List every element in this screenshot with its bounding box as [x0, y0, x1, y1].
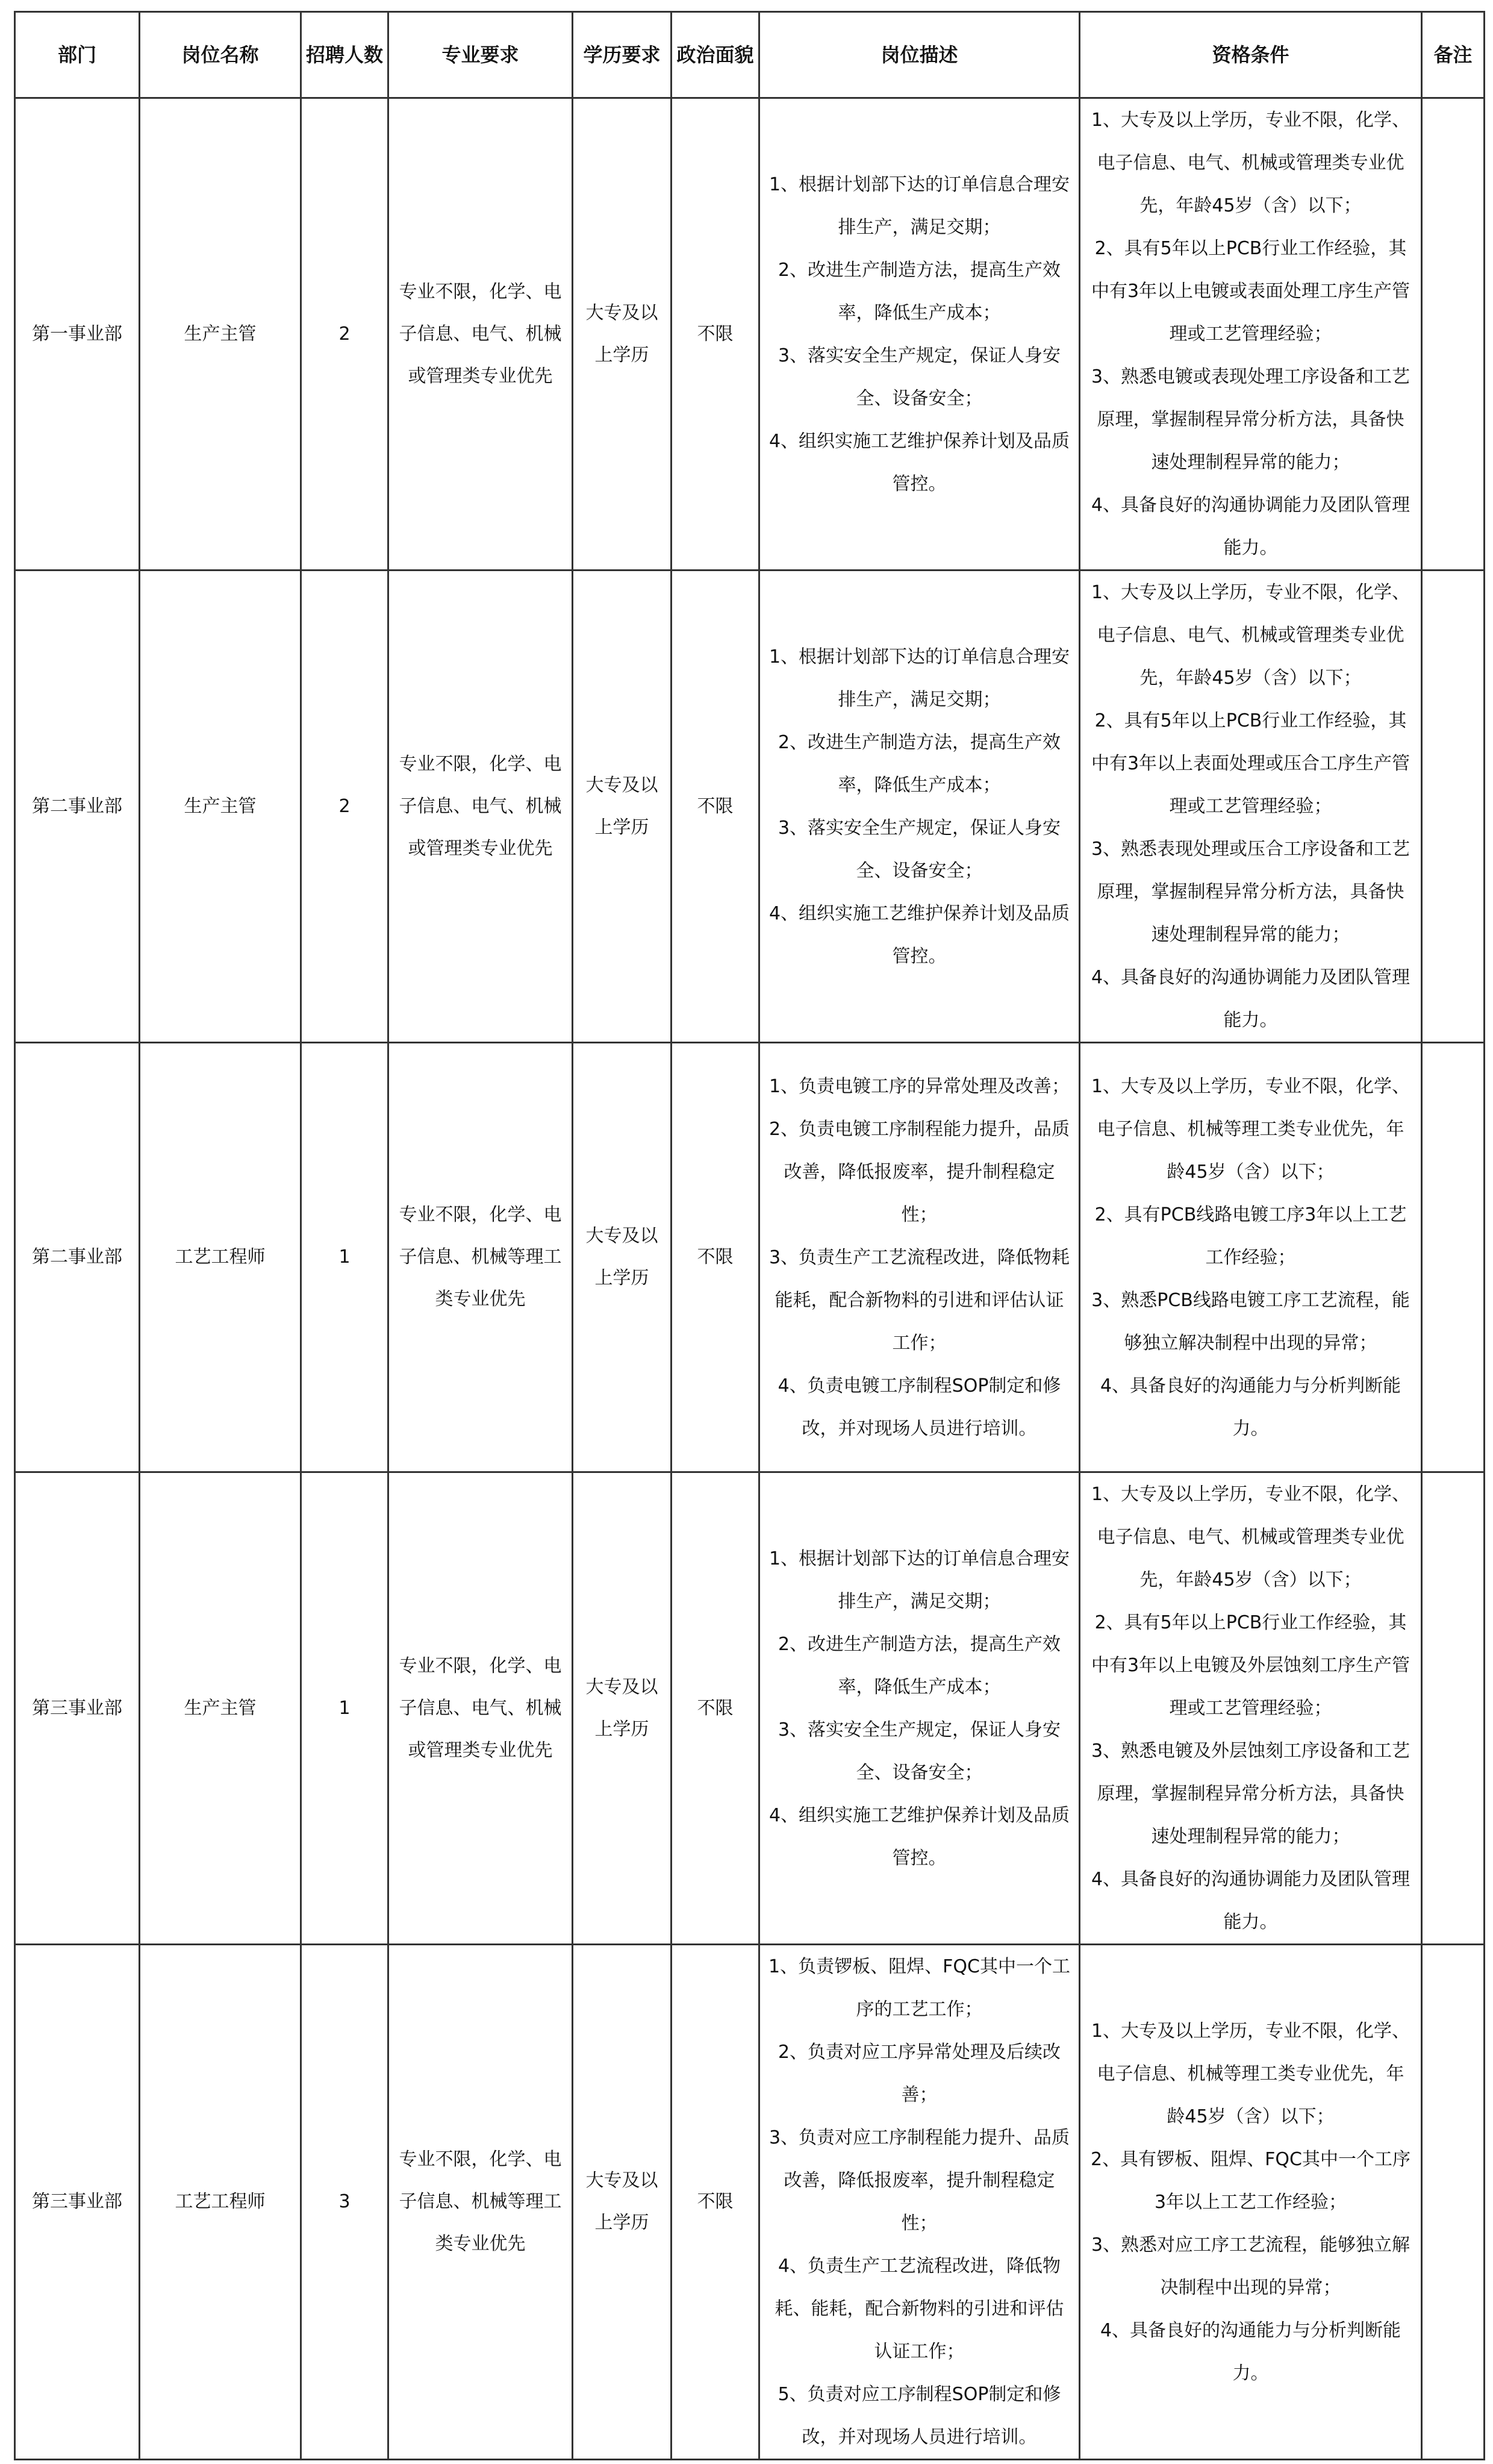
description-item: 5、负责对应工序制程SOP制定和修改，并对现场人员进行培训。 — [778, 2384, 1061, 2448]
header-qualification: 资格条件 — [1080, 12, 1422, 98]
description-item: 3、落实安全生产规定，保证人身安全、设备安全； — [778, 345, 1061, 409]
qualification-item: 4、具备良好的沟通协调能力及团队管理能力。 — [1091, 495, 1410, 558]
description-item: 4、组织实施工艺维护保养计划及品质管控。 — [768, 430, 1070, 495]
cell-political: 不限 — [672, 1945, 759, 2460]
qualification-item: 2、具有5年以上PCB行业工作经验，其中有3年以上电镀及外层蚀刻工序生产管理或工艺管理经验； — [1091, 1612, 1410, 1719]
header-position: 岗位名称 — [140, 12, 301, 98]
qualification-item: 4、具备良好的沟通协调能力及团队管理能力。 — [1091, 1869, 1410, 1933]
cell-qualification — [1080, 1472, 1422, 1945]
description-item: 3、负责对应工序制程能力提升、品质改善，降低报废率，提升制程稳定性； — [768, 2127, 1070, 2234]
cell-dept: 第二事业部 — [15, 1043, 140, 1472]
description-item: 4、组织实施工艺维护保养计划及品质管控。 — [768, 1804, 1070, 1869]
cell-education: 大专及以上学历 — [573, 1945, 672, 2460]
description-item: 3、负责生产工艺流程改进，降低物耗能耗，配合新物料的引进和评估认证工作； — [768, 1246, 1070, 1354]
qualification-item: 3、熟悉PCB线路电镀工序工艺流程，能够独立解决制程中出现的异常； — [1091, 1289, 1410, 1354]
header-description: 岗位描述 — [759, 12, 1080, 98]
cell-qualification — [1080, 1043, 1422, 1472]
description-item: 3、落实安全生产规定，保证人身安全、设备安全； — [778, 1719, 1061, 1783]
table-row — [15, 1945, 1485, 2460]
description-item: 2、改进生产制造方法，提高生产效率，降低生产成本； — [778, 1633, 1061, 1698]
description-item: 1、根据计划部下达的订单信息合理安排生产，满足交期； — [768, 1548, 1070, 1612]
cell-count: 2 — [301, 98, 388, 571]
cell-major: 专业不限，化学、电子信息、机械等理工类专业优先 — [388, 1945, 573, 2460]
description-item: 1、负责锣板、阻焊、FQC其中一个工序的工艺工作； — [768, 1956, 1070, 2020]
description-item: 4、负责电镀工序制程SOP制定和修改，并对现场人员进行培训。 — [778, 1375, 1061, 1439]
description-item: 1、根据计划部下达的订单信息合理安排生产，满足交期； — [768, 646, 1070, 710]
table-row — [15, 571, 1485, 1043]
cell-political: 不限 — [672, 1043, 759, 1472]
header-political: 政治面貌 — [672, 12, 759, 98]
cell-description — [759, 1472, 1080, 1945]
description-item: 3、落实安全生产规定，保证人身安全、设备安全； — [778, 817, 1061, 881]
cell-major: 专业不限，化学、电子信息、电气、机械或管理类专业优先 — [388, 98, 573, 571]
cell-political: 不限 — [672, 1472, 759, 1945]
cell-major: 专业不限，化学、电子信息、电气、机械或管理类专业优先 — [388, 571, 573, 1043]
cell-dept: 第二事业部 — [15, 571, 140, 1043]
description-item: 4、组织实施工艺维护保养计划及品质管控。 — [768, 902, 1070, 967]
header-major: 专业要求 — [388, 12, 573, 98]
qualification-item: 4、具备良好的沟通能力与分析判断能力。 — [1100, 1375, 1401, 1439]
description-item: 4、负责生产工艺流程改进，降低物耗、能耗，配合新物料的引进和评估认证工作； — [775, 2256, 1064, 2362]
description-item: 2、负责电镀工序制程能力提升，品质改善，降低报废率，提升制程稳定性； — [768, 1118, 1070, 1225]
cell-qualification — [1080, 1945, 1422, 2460]
qualification-item: 3、熟悉对应工序工艺流程，能够独立解决制程中出现的异常； — [1091, 2234, 1410, 2298]
cell-major: 专业不限，化学、电子信息、机械等理工类专业优先 — [388, 1043, 573, 1472]
qualification-item: 1、大专及以上学历，专业不限，化学、电子信息、电气、机械或管理类专业优先，年龄45岁（含）以下； — [1091, 582, 1410, 689]
cell-dept: 第三事业部 — [15, 1945, 140, 2460]
recruitment-table — [14, 11, 1485, 2460]
qualification-item: 2、具有5年以上PCB行业工作经验，其中有3年以上电镀或表面处理工序生产管理或工艺管理经验； — [1091, 238, 1410, 345]
qualification-item: 4、具备良好的沟通能力与分析判断能力。 — [1100, 2319, 1401, 2384]
cell-education: 大专及以上学历 — [573, 98, 672, 571]
description-item: 1、根据计划部下达的订单信息合理安排生产，满足交期； — [768, 174, 1070, 238]
cell-political: 不限 — [672, 98, 759, 571]
table-row — [15, 1472, 1485, 1945]
cell-count: 2 — [301, 571, 388, 1043]
cell-education: 大专及以上学历 — [573, 1043, 672, 1472]
description-item: 2、改进生产制造方法，提高生产效率，降低生产成本； — [778, 731, 1061, 796]
cell-education: 大专及以上学历 — [573, 1472, 672, 1945]
cell-remarks — [1422, 571, 1485, 1043]
table-row — [15, 1043, 1485, 1472]
cell-position: 工艺工程师 — [140, 1043, 301, 1472]
cell-remarks — [1422, 1043, 1485, 1472]
cell-position: 生产主管 — [140, 1472, 301, 1945]
cell-remarks — [1422, 98, 1485, 571]
cell-count: 1 — [301, 1043, 388, 1472]
qualification-item: 1、大专及以上学历，专业不限，化学、电子信息、机械等理工类专业优先，年龄45岁（含）以下； — [1091, 1075, 1410, 1183]
cell-count: 1 — [301, 1472, 388, 1945]
cell-remarks — [1422, 1472, 1485, 1945]
description-item: 2、负责对应工序异常处理及后续改善； — [778, 2042, 1061, 2106]
header-row — [15, 12, 1485, 98]
qualification-item: 4、具备良好的沟通协调能力及团队管理能力。 — [1091, 967, 1410, 1031]
cell-dept: 第三事业部 — [15, 1472, 140, 1945]
cell-description — [759, 98, 1080, 571]
cell-description — [759, 1043, 1080, 1472]
cell-position: 生产主管 — [140, 98, 301, 571]
cell-position: 生产主管 — [140, 571, 301, 1043]
qualification-item: 3、熟悉电镀或表现处理工序设备和工艺原理，掌握制程异常分析方法，具备快速处理制程异常的能力； — [1091, 366, 1410, 473]
cell-political: 不限 — [672, 571, 759, 1043]
cell-qualification — [1080, 98, 1422, 571]
cell-count: 3 — [301, 1945, 388, 2460]
cell-dept: 第一事业部 — [15, 98, 140, 571]
header-count: 招聘人数 — [301, 12, 388, 98]
qualification-item: 1、大专及以上学历，专业不限，化学、电子信息、电气、机械或管理类专业优先，年龄45岁（含）以下； — [1091, 110, 1410, 216]
cell-description — [759, 571, 1080, 1043]
cell-position: 工艺工程师 — [140, 1945, 301, 2460]
qualification-item: 2、具有5年以上PCB行业工作经验，其中有3年以上表面处理或压合工序生产管理或工艺管理经验； — [1091, 710, 1410, 817]
header-dept: 部门 — [15, 12, 140, 98]
qualification-item: 1、大专及以上学历，专业不限，化学、电子信息、机械等理工类专业优先，年龄45岁（含）以下； — [1091, 2020, 1410, 2127]
description-item: 2、改进生产制造方法，提高生产效率，降低生产成本； — [778, 259, 1061, 324]
cell-qualification — [1080, 571, 1422, 1043]
qualification-item: 2、具有PCB线路电镀工序3年以上工艺工作经验； — [1094, 1204, 1407, 1268]
header-remarks: 备注 — [1422, 12, 1485, 98]
description-item: 1、负责电镀工序的异常处理及改善； — [768, 1075, 1070, 1097]
cell-description — [759, 1945, 1080, 2460]
header-education: 学历要求 — [573, 12, 672, 98]
table-row — [15, 98, 1485, 571]
qualification-item: 2、具有锣板、阻焊、FQC其中一个工序3年以上工艺工作经验； — [1091, 2148, 1410, 2213]
cell-remarks — [1422, 1945, 1485, 2460]
cell-major: 专业不限，化学、电子信息、电气、机械或管理类专业优先 — [388, 1472, 573, 1945]
qualification-item: 1、大专及以上学历，专业不限，化学、电子信息、电气、机械或管理类专业优先，年龄45岁（含）以下； — [1091, 1484, 1410, 1590]
qualification-item: 3、熟悉电镀及外层蚀刻工序设备和工艺原理，掌握制程异常分析方法，具备快速处理制程异常的能力； — [1091, 1740, 1410, 1847]
qualification-item: 3、熟悉表现处理或压合工序设备和工艺原理，掌握制程异常分析方法，具备快速处理制程异常的能力； — [1091, 839, 1410, 945]
cell-education: 大专及以上学历 — [573, 571, 672, 1043]
